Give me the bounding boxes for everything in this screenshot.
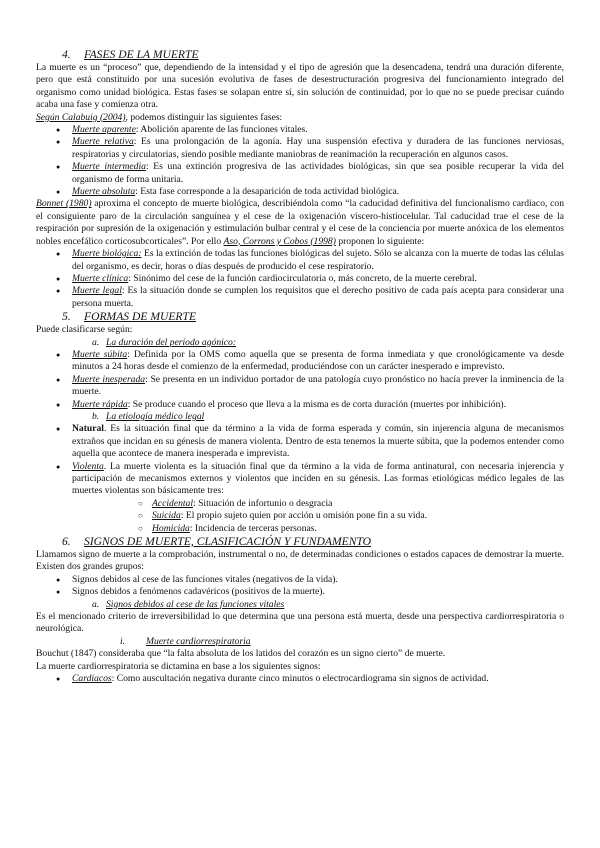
term: Suicida (152, 510, 181, 522)
paragraph: Bouchut (1847) consideraba que “la falta absoluta de los latidos del corazón es un signo cierto” de muerte. (36, 648, 446, 660)
subsection-number: b. (92, 410, 100, 422)
list-item (72, 523, 564, 535)
section-title: FORMAS DE MUERTE (84, 310, 197, 324)
bullet-list (36, 248, 564, 310)
paragraph: Es el mencionado criterio de irreversibilidad lo que determina que una persona está muerta, desde una perspectiva cardiorrespiratoria o neurológica. (36, 611, 564, 635)
term: Muerte inesperada (72, 373, 146, 385)
paragraph (36, 198, 564, 248)
term: Muerte biológica: (72, 248, 142, 260)
item-text: : Se produce cuando el proceso que lleva a la misma es de corta duración (muertes por inhibición). (127, 398, 506, 410)
paragraph-text: aproxima el concepto de muerte biológica, describiéndola como “la caducidad definitiva del funcionalismo cardiaco, con el consiguiente paro de la circulación sanguínea y el cese de la oxigenación víscero-histiocelular. Tal caducidad trae el cese de la respiración por supresión de la oxigenación y estimulación bulbar central y el cese de la conciencia por muerte anóxica de los elementos nobles encefálico corticosubcorticales”. Por ello (36, 198, 565, 247)
subsection-heading (36, 411, 564, 423)
list-item (36, 161, 564, 186)
term: Muerte súbita (72, 348, 128, 360)
item-text: : Es una extinción progresiva de las actividades biológicas, sin que sea posible recuperar la vida del organismo de forma unitaria. (72, 161, 564, 185)
item-text: : Incidencia de terceras personas. (189, 522, 317, 534)
bullet-list (36, 349, 564, 411)
item-text: : El propio sujeto quien por acción u omisión pone fin a su vida. (180, 510, 427, 522)
subsection-number: a. (92, 336, 100, 348)
list-item (36, 285, 564, 310)
paragraph: La muerte es un “proceso” que, dependiendo de la intensidad y el tipo de agresión que la desencadena, tendrá una duración diferente, pero que está constituido por una sucesión evolutiva de fases de desestructuración progresiva del funcionamiento integrado del organismo como unidad biológica. Estas fases se solapan entre sí, sin solución de continuidad, por lo que no se puede precisar cuándo acaba una fase y comienza otra. (36, 62, 564, 111)
subsection-title: La etiología médico legal (106, 410, 205, 422)
item-text: : Se presenta en un individuo portador de una patología cuyo pronóstico no hacía prever la inminencia de la muerte. (72, 373, 564, 398)
list-item (36, 374, 564, 399)
section-number: 5. (62, 310, 71, 324)
subsection-heading (36, 636, 564, 648)
list-item (36, 124, 564, 136)
subsection-number: i. (120, 635, 126, 647)
section-title: SIGNOS DE MUERTE, CLASIFICACIÓN Y FUNDAMENTO (84, 535, 372, 549)
paragraph: La muerte cardiorrespiratoria se dictamina en base a los siguientes signos: (36, 660, 321, 672)
item-text: : Abolición aparente de las funciones vitales. (135, 124, 308, 136)
subsection-title: Muerte cardiorrespiratoria (146, 635, 251, 647)
citation: Según Calabuig (2004) (36, 111, 126, 123)
subsection-title: Signos debidos al cese de las funciones vitales (106, 598, 285, 610)
list-item (36, 186, 564, 198)
subsection-heading (36, 337, 564, 349)
list-item (36, 136, 564, 161)
list-item (72, 510, 564, 522)
sub-bullet-list (72, 498, 564, 535)
term: Muerte intermedia (72, 161, 146, 173)
list-item (36, 673, 564, 685)
item-text: : Como auscultación negativa durante cinco minutos o electrocardiograma sin signos de actividad. (111, 673, 489, 685)
section-number: 6. (62, 535, 71, 549)
term: Cardíacos (72, 673, 112, 685)
item-text: . Es la situación final que da término a la vida de forma esperada y común, sin injerencia alguna de mecanismos extraños que incidan en su génesis de manera violenta. Dentro de esta tenemos la muerte súbita, que la podemos entender como aquella que acontece de manera inesperada e imprevista. (72, 423, 564, 460)
list-item (36, 248, 564, 273)
subsection-number: a. (92, 598, 100, 610)
item-text: : Situación de infortunio o desgracia (193, 497, 333, 509)
paragraph-text: , podemos distinguir las siguientes fases: (125, 111, 283, 123)
list-item: ● Signos debidos a fenómenos cadavéricos (positivos de la muerte). (36, 586, 564, 598)
item-text: : Es una prolongación de la agonía. Hay una suspensión efectiva y duradera de las funciones nerviosas, respiratorias y circulatorias, siendo posible mediante maniobras de reanimación la recuperación en algunos casos. (72, 136, 564, 160)
section-heading (36, 48, 564, 62)
subsection-heading (36, 599, 564, 611)
paragraph (36, 112, 564, 124)
section-heading (36, 535, 564, 549)
list-item (36, 423, 564, 460)
item-text: : Sinónimo del cese de la función cardiocirculatoria o, más concreto, de la muerte cerebral. (128, 272, 477, 284)
list-item (36, 349, 564, 374)
list-item (36, 461, 564, 535)
bullet-list (36, 574, 564, 599)
term: Muerte clínica (72, 272, 129, 284)
term: Natural (72, 423, 104, 435)
list-item (36, 399, 564, 411)
item-text: : Es la situación donde se cumplen los requisitos que el derecho positivo de cada país acepta para considerar una persona muerta. (72, 285, 564, 309)
item-text: : Definida por la OMS como aquella que se presenta de forma inmediata y que cronológicamente va desde minutos a 24 horas desde el comienzo de la enfermedad, produciéndose con un carácter inesperado e imprevisto. (72, 348, 565, 373)
citation: Bonnet (1980) (36, 198, 92, 210)
section-heading (36, 310, 564, 324)
term: Homicida (152, 522, 190, 534)
paragraph: Puede clasificarse según: (36, 324, 133, 336)
citation: Aso, Corrons y Cobos (1998) (223, 235, 336, 247)
list-item: ● Signos debidos al cese de las funciones vitales (negativos de la vida). (36, 574, 564, 586)
term: Muerte aparente (72, 124, 136, 136)
term: Accidental (152, 497, 194, 509)
list-item (72, 498, 564, 510)
term: Muerte rápida (72, 398, 128, 410)
bullet-list (36, 673, 564, 685)
paragraph-text: proponen lo siguiente: (335, 235, 425, 247)
term: Violenta (72, 460, 104, 472)
term: Muerte legal (72, 285, 122, 297)
item-text: . La muerte violenta es la situación final que da término a la vida de forma antinatural, con necesaria injerencia y participación de mecanismos externos y violentos que inciden en su génesis. Las formas etiológicas médico legales de las muertes violentas son básicamente tres: (72, 460, 564, 497)
term: Muerte relativa (72, 136, 134, 148)
item-text: Es la extinción de todas las funciones biológicas del sujeto. Sólo se alcanza con la muerte de todas las células del organismo, es decir, horas o días después de producido el cese respiratorio. (72, 248, 564, 272)
section-title: FASES DE LA MUERTE (84, 48, 199, 61)
bullet-list (36, 124, 564, 198)
section-number: 4. (62, 48, 71, 61)
paragraph: Llamamos signo de muerte a la comprobación, instrumental o no, de determinadas condiciones o estados capaces de demostrar la muerte. Existen dos grandes grupos: (36, 549, 565, 573)
item-text: : Esta fase corresponde a la desaparición de toda actividad biológica. (135, 186, 400, 198)
term: Muerte absoluta (72, 186, 136, 198)
subsection-title: La duración del período agónico: (106, 336, 237, 348)
list-item (36, 273, 564, 285)
bullet-list (36, 423, 564, 535)
